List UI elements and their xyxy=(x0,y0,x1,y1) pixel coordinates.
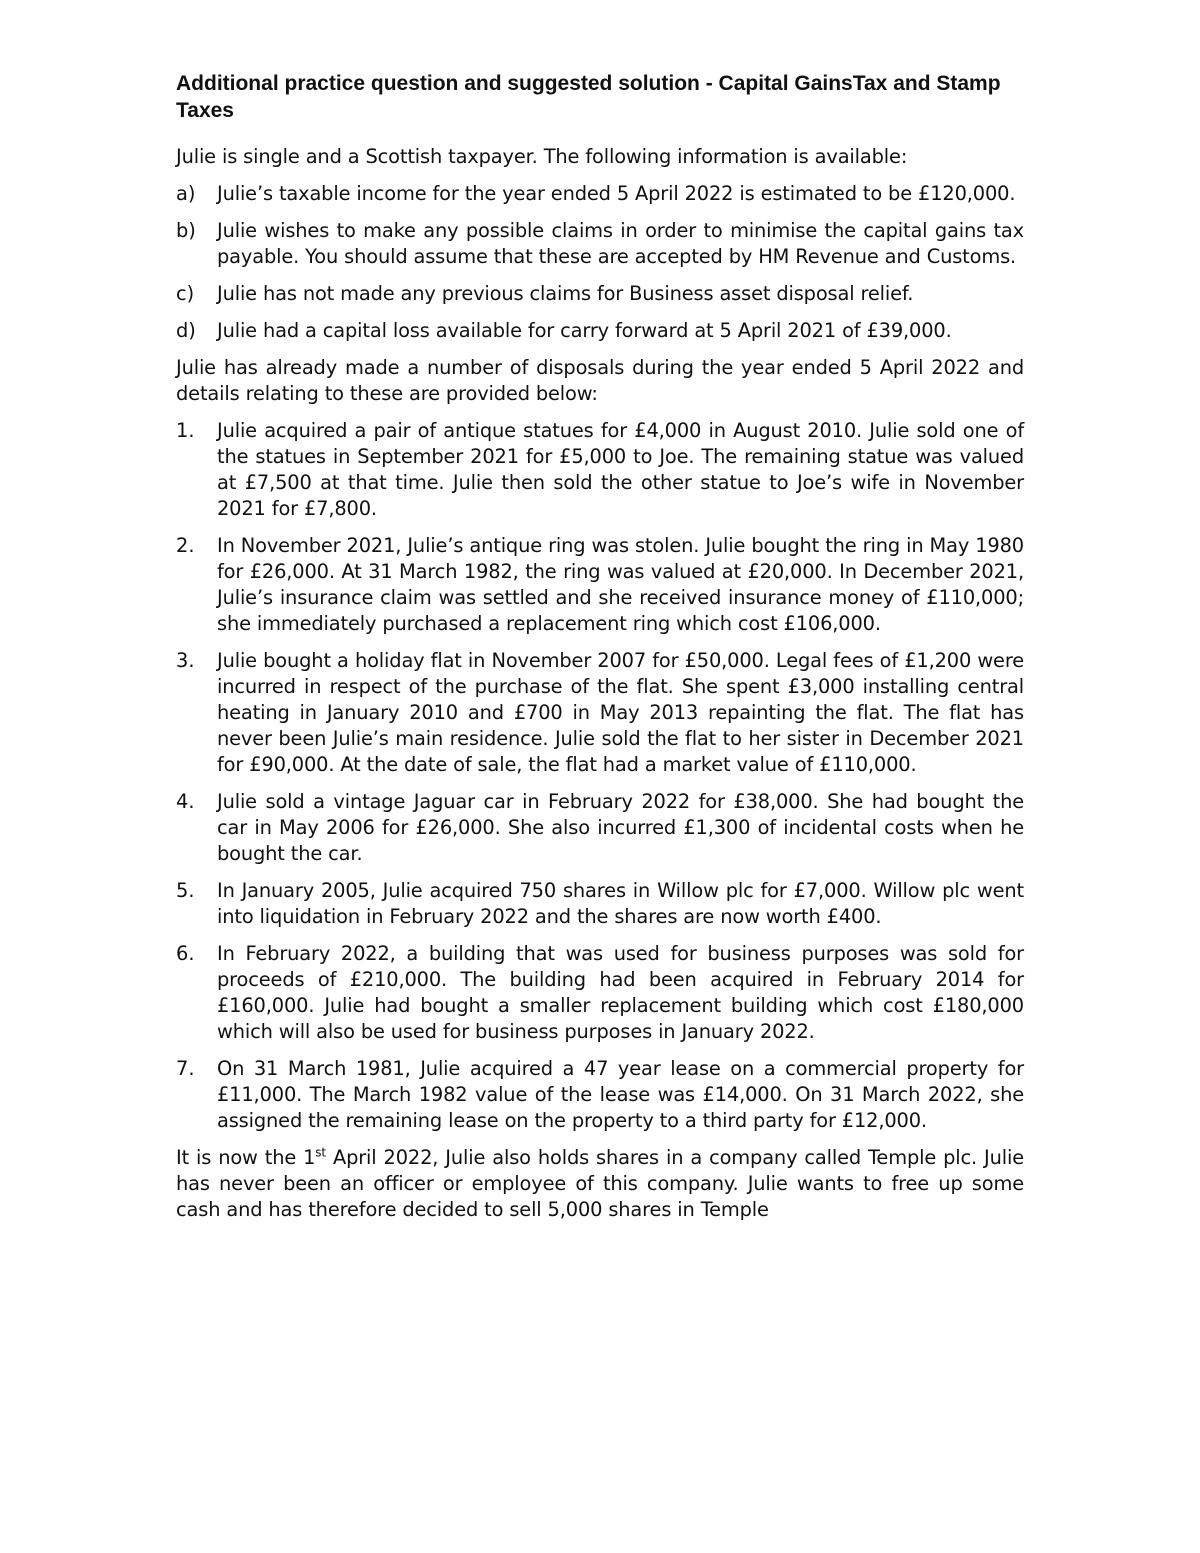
item-marker: 2. xyxy=(176,534,195,557)
item-text: Julie wishes to make any possible claims in order to minimise the capital gains tax payable. You should assume that these are accepted by HM Revenue and Customs. xyxy=(217,219,1024,268)
document-title: Additional practice question and suggested solution - Capital GainsTax and Stamp Taxes xyxy=(176,72,1001,122)
item-marker: 3. xyxy=(176,649,195,672)
item-marker: a) xyxy=(176,182,196,205)
info-list xyxy=(176,181,1024,344)
item-marker: 1. xyxy=(176,419,195,442)
info-item xyxy=(176,218,1024,270)
intro-paragraph: Julie is single and a Scottish taxpayer. The following information is available: xyxy=(176,145,908,168)
disposal-item xyxy=(176,418,1024,522)
item-text: Julie acquired a pair of antique statues for £4,000 in August 2010. Julie sold one of the statues in September 2021 for £5,000 to Joe. The remaining statue was valued at £7,500 at that time. Julie then sold the other statue to Joe’s wife in November 2021 for £7,800. xyxy=(217,419,1024,520)
item-marker: c) xyxy=(176,282,195,305)
item-marker: 5. xyxy=(176,879,195,902)
document-page xyxy=(176,70,1024,1234)
item-text: Julie has not made any previous claims for Business asset disposal relief. xyxy=(217,282,914,305)
disposal-item xyxy=(176,878,1024,930)
closing-paragraph xyxy=(176,1145,1024,1223)
item-text: Julie had a capital loss available for carry forward at 5 April 2021 of £39,000. xyxy=(217,319,952,342)
disposal-item xyxy=(176,1056,1024,1134)
info-item xyxy=(176,281,1024,307)
disposal-item xyxy=(176,789,1024,867)
item-marker: b) xyxy=(176,219,196,242)
closing-text-rest: April 2022, Julie also holds shares in a company called Temple plc. Julie has never been an officer or employee of this company. Julie wants to free up some cash and has therefore decided to sell 5,000 shares in Temple xyxy=(176,1146,1024,1221)
item-text: Julie’s taxable income for the year ended 5 April 2022 is estimated to be £120,000. xyxy=(217,182,1016,205)
ordinal-suffix: st xyxy=(315,1145,326,1160)
closing-text-start: It is now the 1 xyxy=(176,1146,316,1169)
item-text: On 31 March 1981, Julie acquired a 47 year lease on a commercial property for £11,000. The March 1982 value of the lease was £14,000. On 31 March 2022, she assigned the remaining lease on the property to a third party for £12,000. xyxy=(217,1057,1024,1132)
item-text: In February 2022, a building that was used for business purposes was sold for proceeds of £210,000. The building had been acquired in February 2014 for £160,000. Julie had bought a smaller replacement building which cost £180,000 which will also be used for business purposes in January 2022. xyxy=(217,942,1024,1043)
disposal-item xyxy=(176,648,1024,778)
item-marker: d) xyxy=(176,319,196,342)
item-text: In November 2021, Julie’s antique ring was stolen. Julie bought the ring in May 1980 for £26,000. At 31 March 1982, the ring was valued at £20,000. In December 2021, Julie’s insurance claim was settled and she received insurance money of £110,000; she immediately purchased a replacement ring which cost £106,000. xyxy=(217,534,1024,635)
disposals-intro: Julie has already made a number of disposals during the year ended 5 April 2022 and details relating to these are provided below: xyxy=(176,356,1024,405)
item-marker: 4. xyxy=(176,790,195,813)
item-text: Julie sold a vintage Jaguar car in February 2022 for £38,000. She had bought the car in May 2006 for £26,000. She also incurred £1,300 of incidental costs when he bought the car. xyxy=(217,790,1024,865)
disposal-item xyxy=(176,533,1024,637)
disposals-list xyxy=(176,418,1024,1134)
disposal-item xyxy=(176,941,1024,1045)
item-text: Julie bought a holiday flat in November 2007 for £50,000. Legal fees of £1,200 were incurred in respect of the purchase of the flat. She spent £3,000 installing central heating in January 2010 and £700 in May 2013 repainting the flat. The flat has never been Julie’s main residence. Julie sold the flat to her sister in December 2021 for £90,000. At the date of sale, the flat had a market value of £110,000. xyxy=(217,649,1024,776)
item-marker: 6. xyxy=(176,942,195,965)
item-marker: 7. xyxy=(176,1057,195,1080)
item-text: In January 2005, Julie acquired 750 shares in Willow plc for £7,000. Willow plc went into liquidation in February 2022 and the shares are now worth £400. xyxy=(217,879,1024,928)
info-item xyxy=(176,318,1024,344)
info-item xyxy=(176,181,1024,207)
